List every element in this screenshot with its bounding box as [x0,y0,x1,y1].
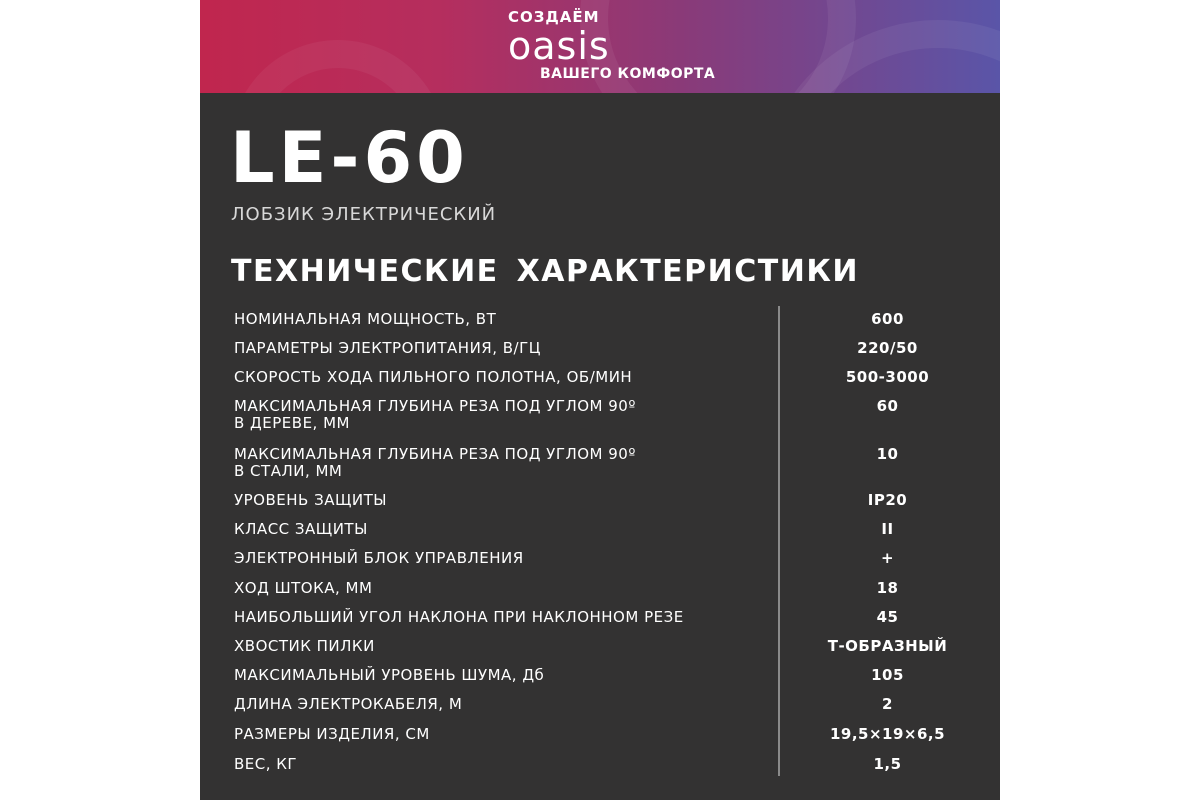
spec-value: 18 [876,579,899,597]
spec-label: ДЛИНА ЭЛЕКТРОКАБЕЛЯ, М [234,695,463,713]
spec-value: 10 [876,445,899,463]
spec-value: IP20 [867,491,908,509]
brand-banner [200,0,1000,93]
product-subtitle: ЛОБЗИК ЭЛЕКТРИЧЕСКИЙ [231,204,497,225]
spec-value: 45 [876,608,899,626]
spec-label: КЛАСС ЗАЩИТЫ [234,520,368,538]
spec-label: СКОРОСТЬ ХОДА ПИЛЬНОГО ПОЛОТНА, ОБ/МИН [234,368,633,386]
spec-value: 1,5 [873,755,902,773]
spec-value: 500-3000 [845,368,930,386]
spec-value: 2 [882,695,893,713]
spec-value: Т-ОБРАЗНЫЙ [827,637,948,655]
spec-label: МАКСИМАЛЬНЫЙ УРОВЕНЬ ШУМА, Дб [234,666,545,684]
spec-value: 60 [876,397,899,415]
spec-label: УРОВЕНЬ ЗАЩИТЫ [234,491,388,509]
spec-label: ХВОСТИК ПИЛКИ [234,637,375,655]
spec-label: МАКСИМАЛЬНАЯ ГЛУБИНА РЕЗА ПОД УГЛОМ 90º В ДЕРЕВЕ, ММ [234,397,636,432]
spec-label: НАИБОЛЬШИЙ УГОЛ НАКЛОНА ПРИ НАКЛОННОМ РЕЗЕ [234,608,684,626]
spec-label: НОМИНАЛЬНАЯ МОЩНОСТЬ, ВТ [234,310,497,328]
spec-label: РАЗМЕРЫ ИЗДЕЛИЯ, СМ [234,725,430,743]
spec-label: ПАРАМЕТРЫ ЭЛЕКТРОПИТАНИЯ, В/ГЦ [234,339,541,357]
brand-logo [508,8,715,82]
spec-label: ХОД ШТОКА, ММ [234,579,373,597]
spec-value: 600 [871,310,904,328]
spec-label: МАКСИМАЛЬНАЯ ГЛУБИНА РЕЗА ПОД УГЛОМ 90º В СТАЛИ, ММ [234,445,636,480]
product-model: LE-60 [230,117,469,199]
decorative-ring [230,40,446,93]
spec-value: 220/50 [857,339,918,357]
column-divider [778,306,780,776]
brand-tagline-top: СОЗДАЁМ [508,8,600,26]
spec-label: ВЕС, КГ [234,755,298,773]
brand-wordmark: oasis [508,24,610,68]
spec-card [200,0,1000,800]
brand-tagline-bottom: ВАШЕГО КОМФОРТА [540,66,716,82]
spec-value: II [881,520,894,538]
spec-value: 19,5×19×6,5 [829,725,946,743]
spec-value: 105 [871,666,904,684]
specs-heading: ТЕХНИЧЕСКИЕ ХАРАКТЕРИСТИКИ [231,254,859,289]
spec-label: ЭЛЕКТРОННЫЙ БЛОК УПРАВЛЕНИЯ [234,549,524,567]
spec-value: + [880,549,895,567]
